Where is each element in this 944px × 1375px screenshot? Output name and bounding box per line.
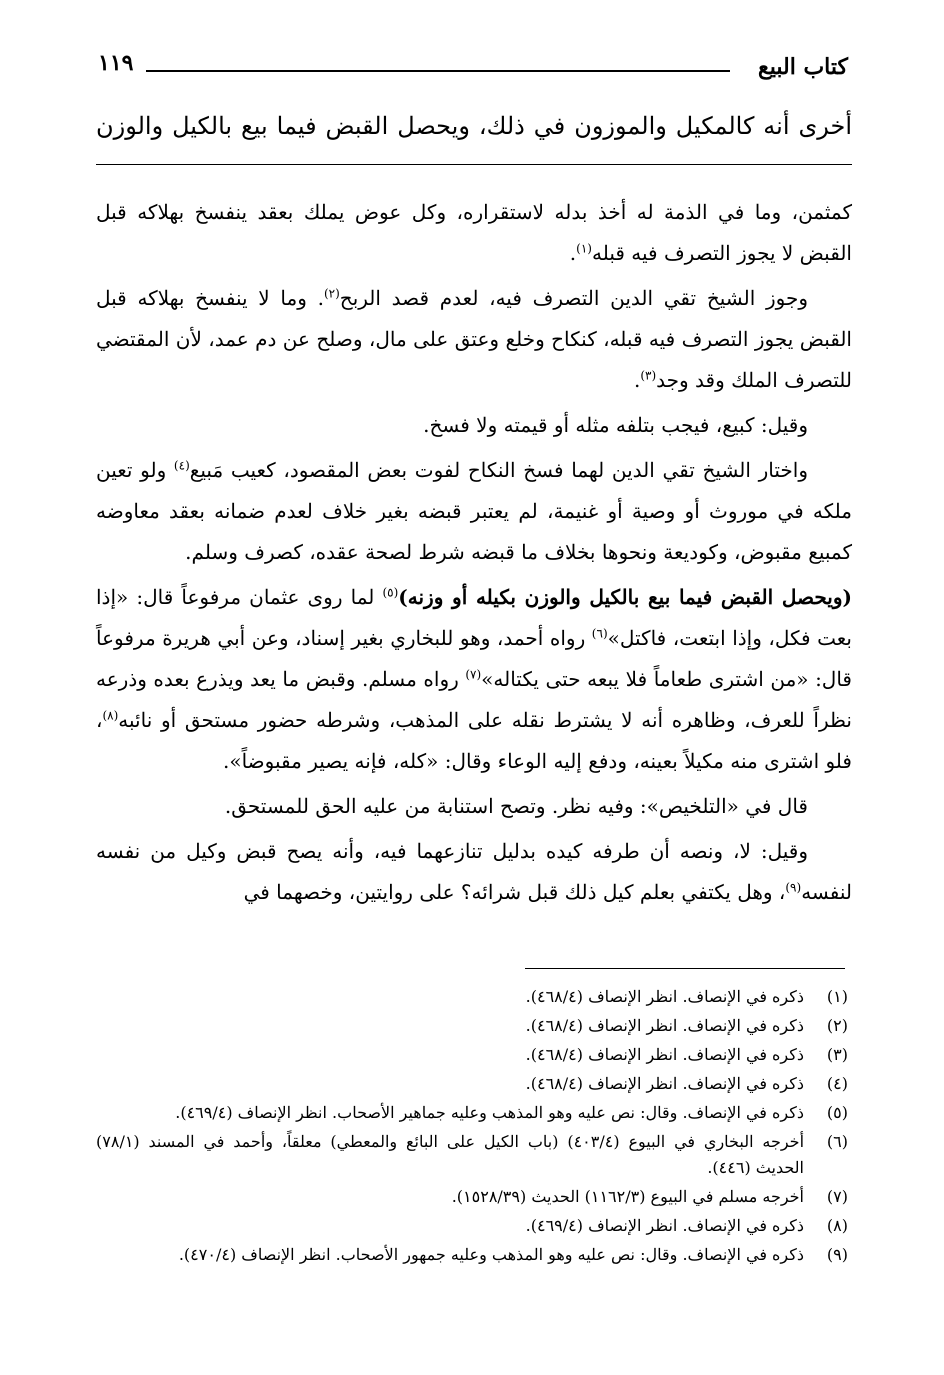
matn-quote: (ويحصل القبض فيما بيع بالكيل والوزن بكيله أو وزنه) [398, 585, 852, 609]
paragraph-2: وجوز الشيخ تقي الدين التصرف فيه، لعدم قصد الربح$^{(٢)}$. وما لا ينفسخ بهلاكه قبل القبض يجوز التصرف فيه قبله، كنكاح وخلع وعتق على مال، وصلح عن دم عمد، لأن المقتضي للتصرف الملك وقد وجد$^{(٣)}$. [96, 286, 852, 392]
footnote-ref-4[interactable]: (٤) [173, 458, 190, 473]
footnote-item: (٧) أخرجه مسلم في البيوع (١١٦٢/٣) الحديث (١٥٢٨/٣٩). [451, 1187, 848, 1206]
commentary-body [96, 192, 852, 917]
paragraph-1: كمثمن، وما في الذمة له أخذ بدله لاستقراره، وكل عوض يملك بعقد ينفسخ بهلاكه قبل القبض لا يجوز التصرف فيه قبله$^{(١)}$. [96, 200, 852, 265]
quoted-matn-line: أخرى أنه كالمكيل والموزون في ذلك، ويحصل القبض فيما بيع بالكيل والوزن [96, 112, 852, 140]
footnote-item: (٢) ذكره في الإنصاف. انظر الإنصاف (٤٦٨/٤). [525, 1016, 848, 1035]
footnote-ref-1[interactable]: (١) [576, 241, 592, 256]
footnote-ref-8[interactable]: (٨) [102, 708, 119, 723]
running-title: كتاب البيع [758, 54, 848, 80]
footnote-ref-5[interactable]: (٥) [382, 585, 399, 600]
paragraph-4: واختار الشيخ تقي الدين لهما فسخ النكاح لفوت بعض المقصود، كعيب مَبيع$^{(٤)}$ ولو تعين ملكه في موروث أو وصية أو غنيمة، لم يعتبر قبضه بغير خلاف لعدم ضمانه بعقد معاوضه كمبيع مقبوض، وكوديعة ونحوها بخلاف ما قبضه شرط لصحة عقده، كصرف وسلم. [96, 458, 852, 564]
paragraph-7: وقيل: لا، ونصه أن طرفه كيده بدليل تنازعهما فيه، وأنه يصح قبض وكيل من نفسه لنفسه$^{(٩)}$، وهل يكتفي بعلم كيل ذلك قبل شرائه؟ على روايتين، وخصهما في [96, 839, 852, 904]
footnote-ref-2[interactable]: (٢) [323, 286, 340, 301]
page-number: ١١٩ [98, 50, 134, 76]
footnote-item: (٩) ذكره في الإنصاف. وقال: نص عليه وهو المذهب وعليه جمهور الأصحاب. انظر الإنصاف (٤٧٠/٤). [178, 1245, 848, 1264]
footnote-ref-7[interactable]: (٧) [465, 667, 482, 682]
footnote-ref-6[interactable]: (٦) [591, 626, 608, 641]
footnote-ref-3[interactable]: (٣) [640, 368, 657, 383]
paragraph-5: (ويحصل القبض فيما بيع بالكيل والوزن بكيله أو وزنه)$^{(٥)}$ لما روى عثمان مرفوعاً قال: «إذا بعت فكل، وإذا ابتعت، فاكتل»$^{(٦)}$ رواه أحمد، وهو للبخاري بغير إسناد، وعن أبي هريرة مرفوعاً قال: «من اشترى طعاماً فلا يبعه حتى يكتاله»$^{(٧)}$ رواه مسلم. وقبض ما يعد ويذرع بعده وذرعه نظراً للعرف، وظاهره أنه لا يشترط نقله على المذهب، وشرطه حضور مستحق أو نائبه$^{(٨)}$، فلو اشترى منه مكيلاً بعينه، ودفع إليه الوعاء وقال: «كله، فإنه يصير مقبوضاً». [96, 585, 853, 773]
footnote-item: (٦) أخرجه البخاري في البيوع (٤٠٣/٤) (باب الكيل على البائع والمعطي) معلقاً، وأحمد في المسند (٧٨/١) الحديث (٤٤٦). [96, 1132, 848, 1177]
header-rule [146, 70, 730, 72]
footnote-separator-rule [525, 968, 845, 969]
footnote-item: (٣) ذكره في الإنصاف. انظر الإنصاف (٤٦٨/٤). [525, 1045, 848, 1064]
paragraph-3: وقيل: كبيع، فيجب بتلفه مثله أو قيمته ولا فسخ. [423, 413, 808, 437]
footnote-ref-9[interactable]: (٩) [785, 880, 802, 895]
footnotes-list [96, 984, 848, 1271]
matn-separator-rule [96, 164, 852, 165]
page-header [98, 48, 848, 88]
paragraph-6: قال في «التلخيص»: وفيه نظر. وتصح استنابة من عليه الحق للمستحق. [224, 794, 808, 818]
footnote-item: (٨) ذكره في الإنصاف. انظر الإنصاف (٤٦٩/٤). [525, 1216, 848, 1235]
footnote-item: (٥) ذكره في الإنصاف. وقال: نص عليه وهو المذهب وعليه جماهير الأصحاب. انظر الإنصاف (٤٦٩/٤). [175, 1103, 848, 1122]
footnote-item: (٤) ذكره في الإنصاف. انظر الإنصاف (٤٦٨/٤). [525, 1074, 848, 1093]
footnote-item: (١) ذكره في الإنصاف. انظر الإنصاف (٤٦٨/٤). [525, 987, 848, 1006]
